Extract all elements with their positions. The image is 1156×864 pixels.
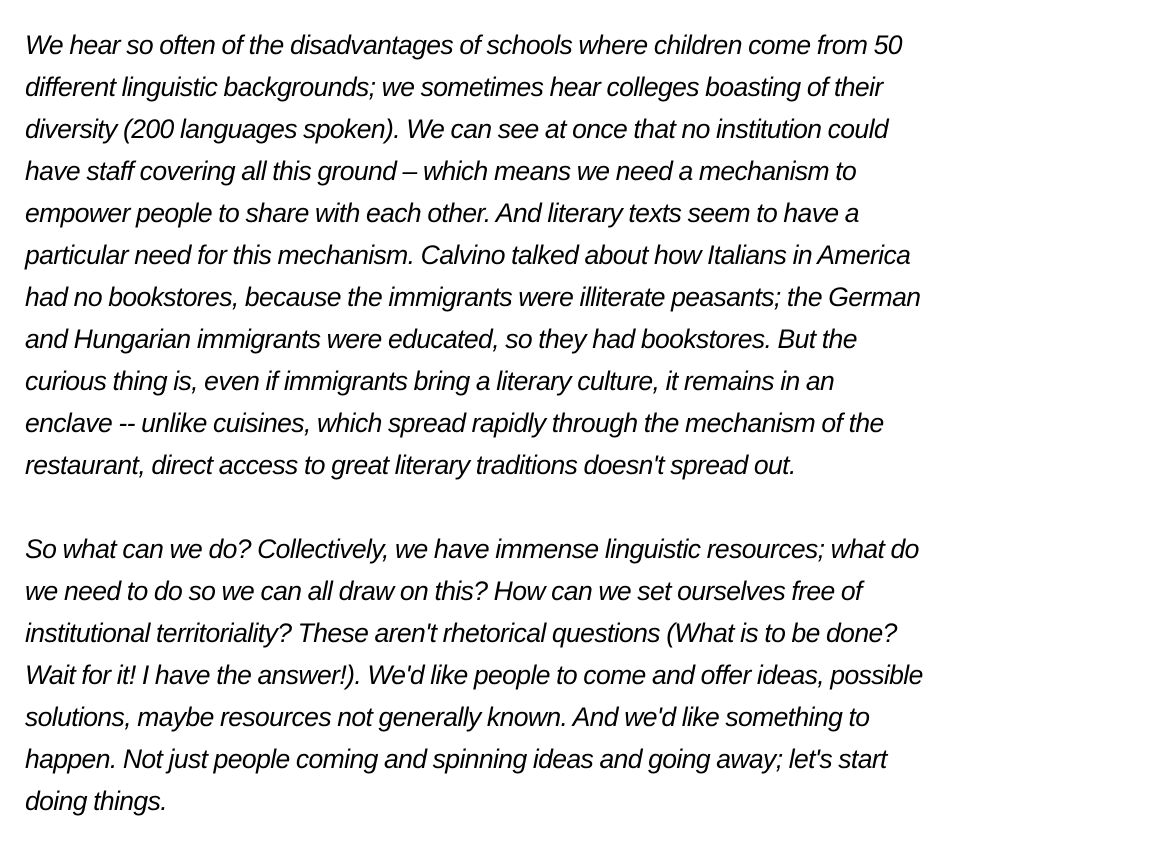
paragraph-line: restaurant, direct access to great literary traditions doesn't spread out. — [25, 450, 796, 480]
paragraph-line: We hear so often of the disadvantages of schools where children come from 50 — [25, 30, 902, 60]
paragraph-line: happen. Not just people coming and spinning ideas and going away; let's start — [25, 744, 887, 774]
paragraph-line: diversity (200 languages spoken). We can see at once that no institution could — [25, 114, 888, 144]
paragraph-line: we need to do so we can all draw on this? How can we set ourselves free of — [25, 576, 862, 606]
paragraph-line: different linguistic backgrounds; we sometimes hear colleges boasting of their — [25, 72, 883, 102]
paragraph-line: have staff covering all this ground – which means we need a mechanism to — [25, 156, 857, 186]
paragraph-line: and Hungarian immigrants were educated, so they had bookstores. But the — [25, 324, 857, 354]
paragraph-line: curious thing is, even if immigrants bring a literary culture, it remains in an — [25, 366, 835, 396]
paragraph-line: had no bookstores, because the immigrants were illiterate peasants; the German — [25, 282, 921, 312]
paragraph-line: institutional territoriality? These aren't rhetorical questions (What is to be done? — [25, 618, 897, 648]
paragraph-line: empower people to share with each other. And literary texts seem to have a — [25, 198, 859, 228]
paragraph-1 — [25, 24, 1136, 486]
paragraph-line: So what can we do? Collectively, we have immense linguistic resources; what do — [25, 534, 919, 564]
paragraph-2 — [25, 528, 1136, 822]
paragraph-line: particular need for this mechanism. Calvino talked about how Italians in America — [25, 240, 911, 270]
paragraph-line: doing things. — [25, 786, 167, 816]
paragraph-line: enclave -- unlike cuisines, which spread rapidly through the mechanism of the — [25, 408, 884, 438]
paragraph-line: Wait for it! I have the answer!). We'd like people to come and offer ideas, possible — [25, 660, 923, 690]
paragraph-line: solutions, maybe resources not generally known. And we'd like something to — [25, 702, 870, 732]
